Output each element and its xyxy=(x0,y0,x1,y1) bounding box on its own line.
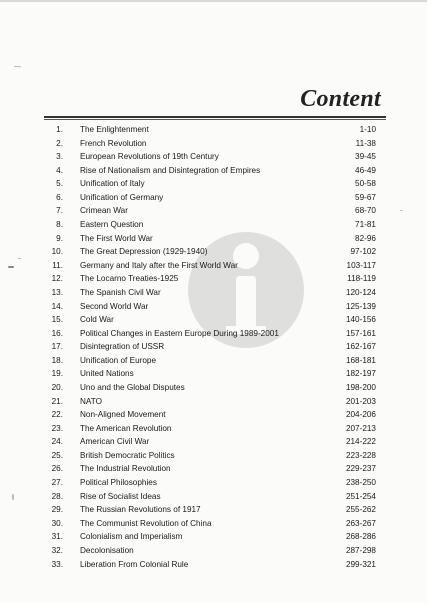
toc-pages: 140-156 xyxy=(345,315,376,325)
toc-row xyxy=(0,503,427,517)
toc-number: 24. xyxy=(51,437,63,447)
toc-pages: 1-10 xyxy=(359,125,376,134)
toc-number: 2. xyxy=(56,138,63,148)
toc-title: Germany and Italy after the First World War xyxy=(80,260,238,270)
toc-title: Unification of Germany xyxy=(80,192,164,202)
toc-pages: 162-167 xyxy=(345,342,376,352)
toc-row xyxy=(0,476,427,490)
toc-row xyxy=(0,340,427,354)
toc-pages: 120-124 xyxy=(345,287,376,297)
toc-title: Eastern Question xyxy=(80,220,144,230)
toc-title: The Spanish Civil War xyxy=(80,287,161,297)
toc-title: Non-Aligned Movement xyxy=(80,410,166,420)
toc-row xyxy=(0,381,427,395)
scan-mark xyxy=(14,66,21,67)
toc-pages: 223-228 xyxy=(345,450,376,460)
toc-number: 12. xyxy=(51,274,63,284)
page-title: Content xyxy=(300,86,381,112)
toc-row xyxy=(0,354,427,368)
toc-row xyxy=(0,449,427,463)
toc-number: 18. xyxy=(51,355,63,365)
toc-title: The Communist Revolution of China xyxy=(80,518,212,528)
toc-pages: 214-222 xyxy=(345,437,376,447)
toc-number: 25. xyxy=(51,450,63,460)
toc-row xyxy=(0,544,427,558)
toc-pages: 204-206 xyxy=(345,410,376,420)
toc-row xyxy=(0,286,427,300)
toc-number: 32. xyxy=(51,545,63,555)
toc-row xyxy=(0,395,427,409)
toc-number: 17. xyxy=(51,342,63,352)
toc-title: Rise of Nationalism and Disintegration of Empires xyxy=(80,165,261,175)
toc-number: 13. xyxy=(51,287,63,297)
toc-pages: 82-96 xyxy=(355,233,376,243)
toc-row xyxy=(0,558,427,572)
toc-title: The Enlightenment xyxy=(80,125,149,134)
toc-title: Unification of Italy xyxy=(80,179,145,189)
toc-title: French Revolution xyxy=(80,138,147,148)
toc-pages: 68-70 xyxy=(355,206,376,216)
title-rule xyxy=(44,116,386,118)
toc-pages: 168-181 xyxy=(345,355,376,365)
toc-row xyxy=(0,408,427,422)
toc-number: 14. xyxy=(51,301,63,311)
toc-row xyxy=(0,462,427,476)
toc-row xyxy=(0,204,427,218)
toc-pages: 11-38 xyxy=(355,138,376,148)
toc-pages: 46-49 xyxy=(355,165,376,175)
table-of-contents xyxy=(0,123,427,571)
toc-row xyxy=(0,530,427,544)
toc-title: Political Changes in Eastern Europe During 1989-2001 xyxy=(80,328,279,338)
toc-title: The Industrial Revolution xyxy=(80,464,171,474)
toc-pages: 201-203 xyxy=(345,396,376,406)
toc-title: British Democratic Politics xyxy=(80,450,175,460)
toc-title: The American Revolution xyxy=(80,423,172,433)
toc-number: 23. xyxy=(51,423,63,433)
toc-row xyxy=(0,327,427,341)
toc-pages: 71-81 xyxy=(355,220,376,230)
toc-pages: 251-254 xyxy=(345,491,376,501)
toc-title: Political Philosophies xyxy=(80,478,157,488)
toc-title: Cold War xyxy=(80,315,114,325)
toc-title: Uno and the Global Disputes xyxy=(80,382,185,392)
toc-pages: 207-213 xyxy=(345,423,376,433)
toc-number: 16. xyxy=(51,328,63,338)
toc-row xyxy=(0,259,427,273)
toc-pages: 125-139 xyxy=(345,301,376,311)
toc-title: The First World War xyxy=(80,233,153,243)
toc-number: 19. xyxy=(51,369,63,379)
toc-pages: 157-161 xyxy=(345,328,376,338)
toc-number: 5. xyxy=(56,179,63,189)
toc-row xyxy=(0,232,427,246)
toc-pages: 299-321 xyxy=(345,559,376,569)
toc-title: American Civil War xyxy=(80,437,150,447)
toc-row xyxy=(0,218,427,232)
toc-pages: 39-45 xyxy=(355,152,376,162)
toc-number: 15. xyxy=(51,315,63,325)
toc-row xyxy=(0,300,427,314)
toc-row xyxy=(0,191,427,205)
toc-number: 30. xyxy=(51,518,63,528)
toc-title: Liberation From Colonial Rule xyxy=(80,559,189,569)
toc-row xyxy=(0,272,427,286)
toc-pages: 255-262 xyxy=(345,505,376,515)
toc-pages: 97-102 xyxy=(350,247,376,257)
toc-title: Decolonisation xyxy=(80,545,134,555)
toc-title: Disintegration of USSR xyxy=(80,342,165,352)
page-edge xyxy=(0,0,427,2)
toc-title: European Revolutions of 19th Century xyxy=(80,152,219,162)
toc-pages: 229-237 xyxy=(345,464,376,474)
toc-number: 9. xyxy=(56,233,63,243)
toc-number: 29. xyxy=(51,505,63,515)
toc-number: 6. xyxy=(56,192,63,202)
toc-pages: 263-267 xyxy=(345,518,376,528)
toc-pages: 59-67 xyxy=(355,192,376,202)
toc-title: Unification of Europe xyxy=(80,355,157,365)
toc-row xyxy=(0,435,427,449)
toc-pages: 182-197 xyxy=(345,369,376,379)
toc-title: United Nations xyxy=(80,369,134,379)
toc-row xyxy=(0,517,427,531)
title-rule-thin xyxy=(44,119,386,120)
toc-pages: 103-117 xyxy=(346,260,376,270)
toc-number: 31. xyxy=(51,532,63,542)
toc-pages: 287-298 xyxy=(345,545,376,555)
toc-title: The Russian Revolutions of 1917 xyxy=(80,505,201,515)
toc-row xyxy=(0,164,427,178)
toc-number: 11. xyxy=(52,260,63,270)
toc-number: 21. xyxy=(51,396,63,406)
toc-title: Second World War xyxy=(80,301,149,311)
toc-pages: 50-58 xyxy=(355,179,376,189)
toc-number: 28. xyxy=(51,491,63,501)
toc-number: 20. xyxy=(51,382,63,392)
toc-number: 4. xyxy=(56,165,63,175)
toc-row xyxy=(0,367,427,381)
toc-pages: 268-286 xyxy=(345,532,376,542)
toc-title: Colonialism and Imperialism xyxy=(80,532,183,542)
toc-row xyxy=(0,422,427,436)
toc-row xyxy=(0,245,427,259)
toc-number: 27. xyxy=(51,478,63,488)
toc-pages: 238-250 xyxy=(345,478,376,488)
toc-row xyxy=(0,490,427,504)
toc-title: Crimean War xyxy=(80,206,128,216)
toc-number: 26. xyxy=(51,464,63,474)
toc-row xyxy=(0,137,427,151)
toc-row xyxy=(0,313,427,327)
toc-number: 3. xyxy=(56,152,63,162)
toc-title: NATO xyxy=(80,396,102,406)
toc-row xyxy=(0,177,427,191)
toc-number: 7. xyxy=(56,206,63,216)
toc-number: 10. xyxy=(51,247,63,257)
toc-number: 8. xyxy=(56,220,63,230)
toc-number: 1. xyxy=(56,125,63,134)
toc-row xyxy=(0,150,427,164)
toc-number: 33. xyxy=(51,559,63,569)
toc-number: 22. xyxy=(51,410,63,420)
toc-title: Rise of Socialist Ideas xyxy=(80,491,161,501)
toc-title: The Locarno Treaties-1925 xyxy=(80,274,179,284)
toc-title: The Great Depression (1929-1940) xyxy=(80,247,208,257)
toc-row xyxy=(0,123,427,137)
toc-pages: 198-200 xyxy=(345,382,376,392)
toc-pages: 118-119 xyxy=(347,274,376,284)
